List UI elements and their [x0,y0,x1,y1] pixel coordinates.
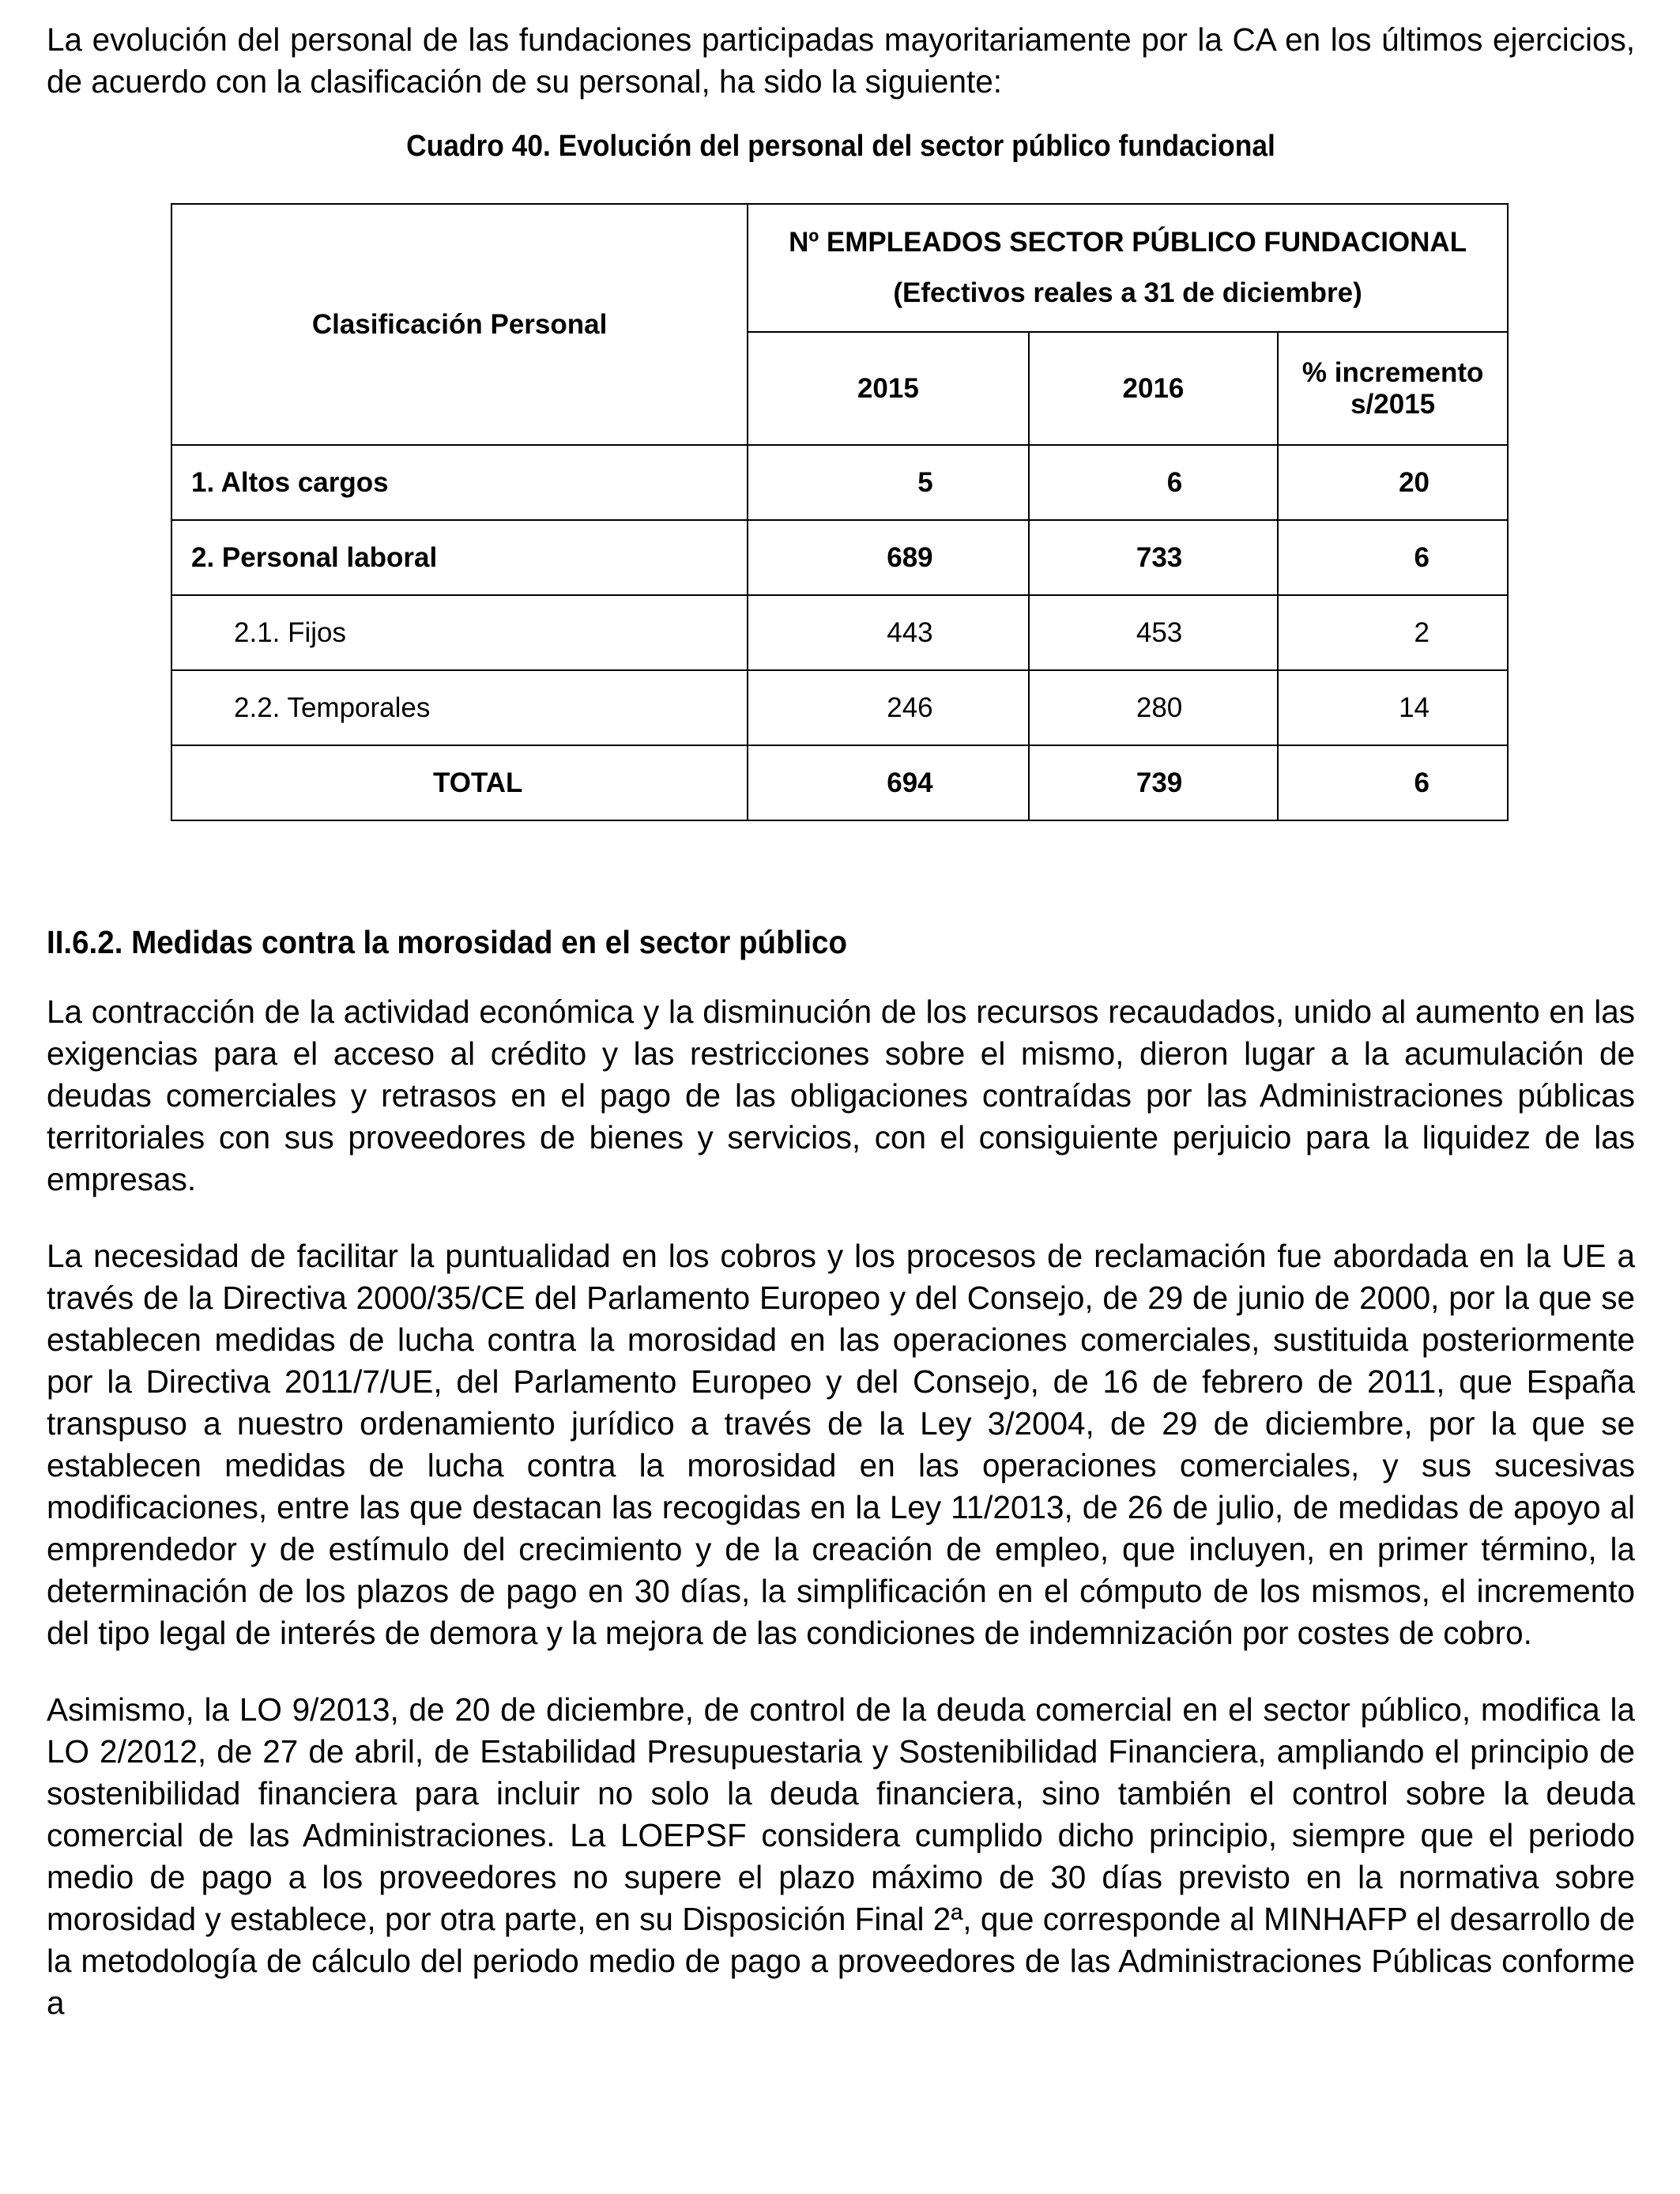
header-2016: 2016 [1029,332,1279,445]
table-row [171,670,1508,745]
row-label: 2.2. Temporales [171,670,748,745]
header-2015: 2015 [748,332,1028,445]
header-pct-line2: s/2015 [1350,388,1436,420]
table-row [171,520,1508,595]
cell-2016: 453 [1029,595,1279,670]
header-pct [1278,332,1508,445]
cell-2015: 694 [748,745,1028,820]
row-label: 1. Altos cargos [171,445,748,520]
personnel-table [171,203,1509,821]
header-group [748,204,1508,332]
table-row [171,595,1508,670]
cell-2015: 5 [748,445,1028,520]
paragraph: La contracción de la actividad económica y la disminución de los recursos recaudados, unido al aumento en las exigencias para el acceso al crédito y las restricciones sobre el mismo, dieron lugar a la acumulación de deudas comerciales y retrasos en el pago de las obligaciones contraídas por las Administraciones públicas territoriales con sus proveedores de bienes y servicios, con el consiguiente perjuicio para la liquidez de las empresas. [47,993,1635,1197]
section-heading: II.6.2. Medidas contra la morosidad en el sector público [47,924,848,960]
table-caption: Cuadro 40. Evolución del personal del sector público fundacional [406,130,1275,163]
header-group-line2: (Efectivos reales a 31 de diciembre) [893,277,1362,308]
cell-pct: 14 [1278,670,1508,745]
cell-pct: 6 [1278,520,1508,595]
table-row [171,445,1508,520]
cell-pct: 2 [1278,595,1508,670]
table-row-total [171,745,1508,820]
paragraph: Asimismo, la LO 9/2013, de 20 de diciembre, de control de la deuda comercial en el sector público, modifica la LO 2/2012, de 27 de abril, de Estabilidad Presupuestaria y Sostenibilidad Financiera, ampliando el principio de sostenibilidad financiera para incluir no solo la deuda financiera, sino también el control sobre la deuda comercial de las Administraciones. La LOEPSF considera cumplido dicho principio, siempre que el periodo medio de pago a los proveedores no supere el plazo máximo de 30 días previsto en la normativa sobre morosidad y establece, por otra parte, en su Disposición Final 2ª, que corresponde al MINHAFP el desarrollo de la metodología de cálculo del periodo medio de pago a proveedores de las Administraciones Públicas conforme a [47,1691,1635,2021]
cell-2016: 733 [1029,520,1279,595]
header-classification: Clasificación Personal [171,204,748,445]
cell-2015: 246 [748,670,1028,745]
intro-paragraph: La evolución del personal de las fundaciones participadas mayoritariamente por la CA en los últimos ejercicios, de acuerdo con la clasificación de su personal, ha sido la siguiente: [47,21,1635,100]
paragraph: La necesidad de facilitar la puntualidad en los cobros y los procesos de reclamación fue abordada en la UE a través de la Directiva 2000/35/CE del Parlamento Europeo y del Consejo, de 29 de junio de 2000, por la que se establecen medidas de lucha contra la morosidad en las operaciones comerciales, sustituida posteriormente por la Directiva 2011/7/UE, del Parlamento Europeo y del Consejo, de 16 de febrero de 2011, que España transpuso a nuestro ordenamiento jurídico a través de la Ley 3/2004, de 29 de diciembre, por la que se establecen medidas de lucha contra la morosidad en las operaciones comerciales, y sus sucesivas modificaciones, entre las que destacan las recogidas en la Ley 11/2013, de 26 de julio, de medidas de apoyo al emprendedor y de estímulo del crecimiento y de la creación de empleo, que incluyen, en primer término, la determinación de los plazos de pago en 30 días, la simplificación en el cómputo de los mismos, el incremento del tipo legal de interés de demora y la mejora de las condiciones de indemnización por costes de cobro. [47,1238,1635,1651]
cell-2016: 6 [1029,445,1279,520]
cell-2015: 689 [748,520,1028,595]
document-page [47,19,1635,2024]
cell-2016: 739 [1029,745,1279,820]
row-label: TOTAL [171,745,748,820]
row-label: 2.1. Fijos [171,595,748,670]
cell-2015: 443 [748,595,1028,670]
header-group-line1: Nº EMPLEADOS SECTOR PÚBLICO FUNDACIONAL [789,227,1467,258]
cell-2016: 280 [1029,670,1279,745]
cell-pct: 20 [1278,445,1508,520]
row-label: 2. Personal laboral [171,520,748,595]
header-pct-line1: % incremento [1301,356,1484,388]
cell-pct: 6 [1278,745,1508,820]
